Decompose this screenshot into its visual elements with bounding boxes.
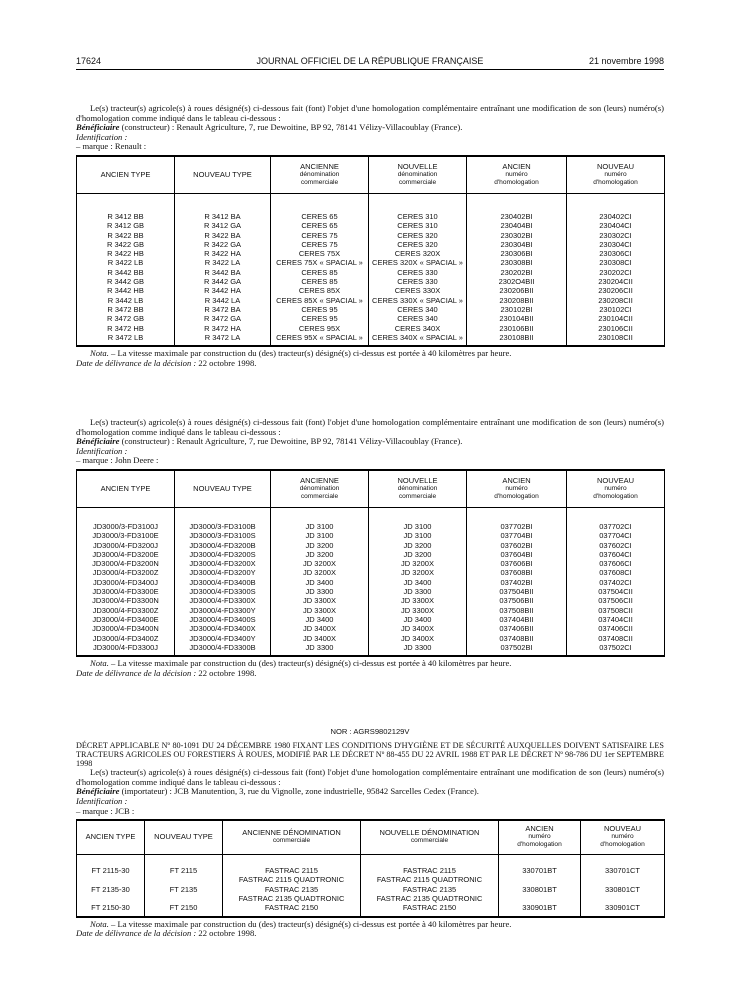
table-cell: JD3000/4-FD3200X (175, 559, 271, 568)
table-row (77, 559, 665, 568)
table-cell: 037702BI (467, 522, 567, 531)
table-cell: CERES 75X (271, 249, 369, 258)
table-cell: CERES 310 (369, 221, 467, 230)
table-cell: CERES 330X « SPACIAL » (369, 296, 467, 305)
table-cell: JD 3300X (271, 606, 369, 615)
table-cell: R 3412 GB (77, 221, 175, 230)
table-row (77, 305, 665, 314)
table-row (77, 286, 665, 295)
table-cell: 037606CI (567, 559, 665, 568)
table-cell: JD3000/4-FD3300J (77, 643, 175, 652)
identification-label: Identification : (76, 795, 128, 806)
table-cell: R 3422 GB (77, 240, 175, 249)
table-cell: R 3422 BA (175, 231, 271, 240)
table-cell: 037502BI (467, 643, 567, 652)
table-cell: 037508CII (567, 606, 665, 615)
table-cell: R 3472 LB (77, 333, 175, 342)
col-ancienne-denomination: ANCIENNE dénomination commerciale (271, 156, 369, 194)
table-cell: JD 3200X (271, 568, 369, 577)
table-cell: 037704CI (567, 531, 665, 540)
table-cell (361, 866, 499, 885)
col-nouveau-numero: NOUVEAU numéro d'homologation (567, 470, 665, 508)
denomination-line: FASTRAC 2150 (264, 903, 319, 913)
table-cell: CERES 340 (369, 314, 467, 323)
table-cell: CERES 65 (271, 212, 369, 221)
table-cell: 330801BT (499, 885, 581, 904)
denomination-line: FASTRAC 2115 (265, 866, 318, 876)
table-row (77, 249, 665, 258)
table-cell: JD3000/4-FD3300Y (175, 606, 271, 615)
table-cell: JD3000/4-FD3200Y (175, 568, 271, 577)
table-cell: 037608CI (567, 568, 665, 577)
beneficiary-line: Bénéficiaire (constructeur) : Renault Agriculture, 7, rue Dewoitine, BP 92, 78141 Vélizy-Villacoublay (France). (76, 122, 463, 133)
nor-reference: NOR : AGRS9802129V (330, 727, 410, 736)
table-cell: JD 3400X (369, 634, 467, 643)
table-cell: 037406BII (467, 624, 567, 633)
homologation-table-renault (76, 155, 665, 347)
denomination-line: FASTRAC 2115 QUADTRONIC (376, 875, 483, 885)
table-row (77, 221, 665, 230)
table-cell: 230304BI (467, 240, 567, 249)
table-row (77, 333, 665, 342)
table-cell: JD3000/4-FD3400Y (175, 634, 271, 643)
journal-title: JOURNAL OFFICIEL DE LA RÉPUBLIQUE FRANÇAISE (256, 56, 484, 66)
table-cell: JD3000/4-FD3200E (77, 550, 175, 559)
table-cell: 037504BII (467, 587, 567, 596)
table-cell: R 3472 HA (175, 324, 271, 333)
table-cell: 230404BI (467, 221, 567, 230)
table-cell: CERES 85 (271, 268, 369, 277)
table-cell: JD3000/3-FD3100B (175, 522, 271, 531)
table-cell: CERES 75 (271, 240, 369, 249)
table-cell: JD 3200X (369, 568, 467, 577)
table-cell: R 3422 HA (175, 249, 271, 258)
table-cell: JD3000/3-FD3100J (77, 522, 175, 531)
table-row (77, 587, 665, 596)
table-cell: 230106CII (567, 324, 665, 333)
table-header-row (77, 820, 665, 854)
table-cell: 2302O4BII (467, 277, 567, 286)
table-cell: 037508BII (467, 606, 567, 615)
table-cell: R 3472 BB (77, 305, 175, 314)
table-row (77, 624, 665, 633)
table-cell: R 3442 BA (175, 268, 271, 277)
col-ancien-type: ANCIEN TYPE (77, 820, 145, 854)
table-cell: CERES 65 (271, 221, 369, 230)
intro-paragraph: Le(s) tracteur(s) agricole(s) à roues désigné(s) ci-dessous fait (font) l'objet d'une homologation complémentaire entraînant une modification de son (leurs) numéro(s) d'homologation comme indiqué dans le tableau ci-dessous : (76, 103, 664, 123)
table-cell: 230102BI (467, 305, 567, 314)
table-cell: JD 3200 (271, 550, 369, 559)
table-cell: R 3412 GA (175, 221, 271, 230)
denomination-line: FASTRAC 2135 QUADTRONIC (376, 894, 483, 904)
table-cell: CERES 340X « SPACIAL » (369, 333, 467, 342)
table-cell: 230302BI (467, 231, 567, 240)
section-jcb (76, 727, 664, 939)
table-row (77, 212, 665, 221)
denomination-line: FASTRAC 2135 (264, 884, 319, 894)
col-ancien-type: ANCIEN TYPE (77, 156, 175, 194)
col-ancien-numero: ANCIEN numéro d'homologation (467, 156, 567, 194)
table-cell: JD 3200 (369, 541, 467, 550)
table-cell: 230402CI (567, 212, 665, 221)
table-cell: 037408CII (567, 634, 665, 643)
table-cell: 230108BII (467, 333, 567, 342)
table-cell: 037408BII (467, 634, 567, 643)
table-cell (223, 885, 361, 904)
table-cell: 330801CT (581, 885, 665, 904)
table-row (77, 277, 665, 286)
table-cell: R 3442 HA (175, 286, 271, 295)
table-cell: JD3000/4-FD3400N (77, 624, 175, 633)
table-header-row (77, 470, 665, 508)
decision-date-line: Date de délivrance de la décision : 22 octobre 1998. (76, 928, 257, 939)
table-row (77, 240, 665, 249)
table-cell: CERES 330 (369, 268, 467, 277)
col-ancienne-denomination: ANCIENNE DÉNOMINATION commerciale (223, 820, 361, 854)
table-cell: 230208CII (567, 296, 665, 305)
table-cell: 330701CT (581, 866, 665, 885)
table-cell: 037402BI (467, 578, 567, 587)
brand-line: – marque : JCB : (76, 805, 135, 816)
issue-date: 21 novembre 1998 (588, 56, 664, 66)
table-cell: 230206BII (467, 286, 567, 295)
header-rule (76, 69, 664, 70)
beneficiary-line: Bénéficiaire (importateur) : JCB Manutention, 3, rue du Vignolle, zone industrielle, 95842 Sarcelles Cedex (France). (76, 786, 479, 797)
table-cell: JD3000/4-FD3400B (175, 578, 271, 587)
denomination-line: FASTRAC 2115 (403, 866, 456, 876)
table-cell: R 3422 LB (77, 258, 175, 267)
table-cell: CERES 320 (369, 231, 467, 240)
table-cell: JD 3200 (271, 541, 369, 550)
brand-line: – marque : John Deere : (76, 455, 159, 466)
table-cell: CERES 95X « SPACIAL » (271, 333, 369, 342)
table-cell: 230306BI (467, 249, 567, 258)
table-cell: 037604CI (567, 550, 665, 559)
table-cell: FT 2150-30 (77, 903, 145, 912)
table-cell: 230202BI (467, 268, 567, 277)
decree-title: DÉCRET APPLICABLE Nº 80-1091 DU 24 DÉCEMBRE 1980 FIXANT LES CONDITIONS D'HYGIÈNE ET DE SÉCURITÉ AUXQUELLES DOIVENT SATISFAIRE LES TRACTEURS AGRICOLES OU FORESTIERS À ROUES, MODIFIÉ PAR LE DÉCRET Nº 88-455 DU 22 AVRIL 1988 ET PAR LE DÉCRET Nº 98-786 DU 1er SEPTEMBRE 1998 (76, 740, 664, 768)
col-ancien-numero: ANCIEN numéro d'homologation (499, 820, 581, 854)
table-cell: CERES 320 (369, 240, 467, 249)
nota-line: Nota. – La vitesse maximale par construction du (des) tracteur(s) désigné(s) ci-dessus est portée à 40 kilomètres par heure. (90, 348, 512, 359)
table-cell: JD3000/4-FD3300Z (77, 606, 175, 615)
table-row (77, 578, 665, 587)
table-cell: R 3442 HB (77, 286, 175, 295)
table-cell: JD 3400 (271, 578, 369, 587)
identification-label: Identification : (76, 445, 128, 456)
table-cell: JD3000/4-FD3400S (175, 615, 271, 624)
table-row (77, 866, 665, 885)
table-cell: JD 3200 (369, 550, 467, 559)
table-cell: 230106BII (467, 324, 567, 333)
table-row (77, 606, 665, 615)
table-cell: CERES 85 (271, 277, 369, 286)
table-cell: R 3422 LA (175, 258, 271, 267)
table-row (77, 550, 665, 559)
col-nouveau-type: NOUVEAU TYPE (145, 820, 223, 854)
table-cell: JD3000/4-FD3300N (77, 596, 175, 605)
table-cell (361, 885, 499, 904)
decision-date-line: Date de délivrance de la décision : 22 octobre 1998. (76, 357, 257, 368)
col-nouvelle-denomination: NOUVELLE DÉNOMINATION commerciale (361, 820, 499, 854)
table-cell: JD3000/4-FD3400X (175, 624, 271, 633)
table-cell: 037608BI (467, 568, 567, 577)
table-cell: 230102CI (567, 305, 665, 314)
table-cell: 037602CI (567, 541, 665, 550)
table-cell: R 3472 GB (77, 314, 175, 323)
col-ancien-type: ANCIEN TYPE (77, 470, 175, 508)
table-cell: R 3442 BB (77, 268, 175, 277)
table-cell: CERES 85X « SPACIAL » (271, 296, 369, 305)
brand-line: – marque : Renault : (76, 141, 147, 152)
table-cell: FT 2115-30 (77, 866, 145, 885)
table-cell: R 3442 LA (175, 296, 271, 305)
table-cell: JD3000/4-FD3200J (77, 541, 175, 550)
col-ancienne-denomination: ANCIENNE dénomination commerciale (271, 470, 369, 508)
table-cell: 037604BI (467, 550, 567, 559)
table-cell: JD3000/4-FD3400J (77, 578, 175, 587)
table-row (77, 541, 665, 550)
table-cell: R 3472 LA (175, 333, 271, 342)
table-row (77, 522, 665, 531)
table-cell: JD 3300 (369, 587, 467, 596)
table-cell: JD 3400X (271, 634, 369, 643)
table-cell: 230304CI (567, 240, 665, 249)
table-cell: CERES 340X (369, 324, 467, 333)
table-cell (223, 903, 361, 912)
table-cell: 037502CI (567, 643, 665, 652)
table-row (77, 903, 665, 912)
col-nouveau-numero: NOUVEAU numéro d'homologation (567, 156, 665, 194)
table-cell: JD 3300 (271, 587, 369, 596)
intro-paragraph: Le(s) tracteur(s) agricole(s) à roues désigné(s) ci-dessous fait (font) l'objet d'une homologation complémentaire entraînant une modification de son (leurs) numéro(s) d'homologation comme indiqué dans le tableau ci-dessous : (76, 767, 664, 787)
table-cell: 230208BII (467, 296, 567, 305)
table-cell: JD3000/4-FD3200N (77, 559, 175, 568)
table-cell: JD3000/4-FD3300X (175, 596, 271, 605)
table-cell: R 3422 GA (175, 240, 271, 249)
table-cell: CERES 320X (369, 249, 467, 258)
table-cell: JD3000/4-FD3200S (175, 550, 271, 559)
table-cell: 037404CII (567, 615, 665, 624)
table-cell: JD 3400 (271, 615, 369, 624)
table-cell: JD3000/4-FD3400Z (77, 634, 175, 643)
denomination-line: FASTRAC 2115 QUADTRONIC (238, 875, 345, 885)
col-ancien-numero: ANCIEN numéro d'homologation (467, 470, 567, 508)
table-cell: CERES 85X (271, 286, 369, 295)
table-cell: CERES 330 (369, 277, 467, 286)
table-row (77, 643, 665, 652)
table-cell: JD 3100 (369, 531, 467, 540)
table-cell: 230402BI (467, 212, 567, 221)
table-cell: JD 3200X (369, 559, 467, 568)
section-renault (76, 104, 664, 368)
table-row (77, 296, 665, 305)
table-cell: JD 3100 (369, 522, 467, 531)
table-cell: 330901CT (581, 903, 665, 912)
table-cell: 037704BI (467, 531, 567, 540)
nota-line: Nota. – La vitesse maximale par construction du (des) tracteur(s) désigné(s) ci-dessus est portée à 40 kilomètres par heure. (90, 918, 512, 929)
table-cell: JD 3300 (271, 643, 369, 652)
table-cell: JD3000/4-FD3300S (175, 587, 271, 596)
table-cell: 230206CII (567, 286, 665, 295)
denomination-line: FASTRAC 2135 (402, 884, 457, 894)
table-cell: R 3472 GA (175, 314, 271, 323)
table-header-row (77, 156, 665, 194)
table-cell: 037506BII (467, 596, 567, 605)
table-cell: JD3000/4-FD3400E (77, 615, 175, 624)
table-cell: 037504CII (567, 587, 665, 596)
table-row (77, 231, 665, 240)
col-nouvelle-denomination: NOUVELLE dénomination commerciale (369, 156, 467, 194)
table-cell: 037602BI (467, 541, 567, 550)
table-row (77, 885, 665, 904)
table-cell: 230104CII (567, 314, 665, 323)
table-cell: JD 3400 (369, 615, 467, 624)
table-cell: 230308CI (567, 258, 665, 267)
table-cell: 037404BII (467, 615, 567, 624)
table-cell: 330901BT (499, 903, 581, 912)
col-nouveau-numero: NOUVEAU numéro d'homologation (581, 820, 665, 854)
col-nouveau-type: NOUVEAU TYPE (175, 156, 271, 194)
table-cell: JD3000/3-FD3100S (175, 531, 271, 540)
table-cell: 230308BI (467, 258, 567, 267)
table-cell: R 3412 BA (175, 212, 271, 221)
page-number: 17624 (76, 56, 102, 66)
table-cell: 330701BT (499, 866, 581, 885)
table-cell: 230306CI (567, 249, 665, 258)
table-cell: R 3472 HB (77, 324, 175, 333)
table-cell: 230202CI (567, 268, 665, 277)
intro-paragraph: Le(s) tracteur(s) agricole(s) à roues désigné(s) ci-dessous fait (font) l'objet d'une homologation complémentaire entraînant une modification de son (leurs) numéro(s) d'homologation comme indiqué dans le tableau ci-dessous : (76, 417, 664, 437)
table-cell: FT 2115 (145, 866, 223, 885)
table-row (77, 615, 665, 624)
table-row (77, 258, 665, 267)
table-cell: JD 3300X (369, 606, 467, 615)
table-cell (223, 866, 361, 885)
table-cell: JD 3400 (369, 578, 467, 587)
table-cell: JD 3300X (271, 596, 369, 605)
beneficiary-line: Bénéficiaire (constructeur) : Renault Agriculture, 7, rue Dewoitine, BP 92, 78141 Vélizy-Villacoublay (France). (76, 436, 463, 447)
table-cell: CERES 330X (369, 286, 467, 295)
table-cell: JD 3300X (369, 596, 467, 605)
table-cell: JD 3400X (369, 624, 467, 633)
table-row (77, 568, 665, 577)
table-row (77, 324, 665, 333)
table-cell: R 3412 BB (77, 212, 175, 221)
table-cell: 037702CI (567, 522, 665, 531)
section-john-deere (76, 418, 664, 678)
table-cell: 037606BI (467, 559, 567, 568)
table-cell: FT 2135-30 (77, 885, 145, 904)
table-cell: JD 3200X (271, 559, 369, 568)
identification-label: Identification : (76, 131, 128, 142)
table-cell: 230404CI (567, 221, 665, 230)
table-row (77, 634, 665, 643)
table-cell: JD3000/4-FD3300E (77, 587, 175, 596)
table-cell: CERES 75X « SPACIAL » (271, 258, 369, 267)
homologation-table-jcb (76, 819, 665, 917)
table-cell: FT 2135 (145, 885, 223, 904)
homologation-table-john-deere (76, 469, 665, 657)
table-cell: R 3442 GA (175, 277, 271, 286)
table-cell: JD3000/3-FD3100E (77, 531, 175, 540)
table-cell: CERES 320X « SPACIAL » (369, 258, 467, 267)
table-cell: 230104BII (467, 314, 567, 323)
table-cell: R 3442 GB (77, 277, 175, 286)
table-cell: R 3442 LB (77, 296, 175, 305)
table-cell: JD 3100 (271, 522, 369, 531)
table-cell: JD3000/4-FD3200B (175, 541, 271, 550)
table-cell (361, 903, 499, 912)
col-nouvelle-denomination: NOUVELLE dénomination commerciale (369, 470, 467, 508)
table-cell: 230204CII (567, 277, 665, 286)
table-cell: 230108CII (567, 333, 665, 342)
table-row (77, 531, 665, 540)
table-row (77, 596, 665, 605)
table-cell: 037402CI (567, 578, 665, 587)
table-cell: JD3000/4-FD3200Z (77, 568, 175, 577)
denomination-line: FASTRAC 2150 (402, 903, 457, 913)
table-cell: CERES 340 (369, 305, 467, 314)
decision-date-line: Date de délivrance de la décision : 22 octobre 1998. (76, 667, 257, 678)
table-cell: JD 3300 (369, 643, 467, 652)
table-cell: JD 3400X (271, 624, 369, 633)
col-nouveau-type: NOUVEAU TYPE (175, 470, 271, 508)
table-cell: 230302CI (567, 231, 665, 240)
denomination-line: FASTRAC 2135 QUADTRONIC (238, 894, 345, 904)
nota-line: Nota. – La vitesse maximale par construction du (des) tracteur(s) désigné(s) ci-dessus est portée à 40 kilomètres par heure. (90, 658, 512, 669)
table-cell: JD3000/4-FD3300B (175, 643, 271, 652)
table-cell: R 3422 BB (77, 231, 175, 240)
table-cell: JD 3100 (271, 531, 369, 540)
table-cell: R 3422 HB (77, 249, 175, 258)
table-cell: FT 2150 (145, 903, 223, 912)
table-row (77, 314, 665, 323)
table-cell: CERES 95 (271, 305, 369, 314)
table-cell: CERES 95 (271, 314, 369, 323)
table-cell: R 3472 BA (175, 305, 271, 314)
table-cell: CERES 95X (271, 324, 369, 333)
table-cell: CERES 310 (369, 212, 467, 221)
table-cell: 037406CII (567, 624, 665, 633)
table-cell: CERES 75 (271, 231, 369, 240)
table-row (77, 268, 665, 277)
table-cell: 037506CII (567, 596, 665, 605)
